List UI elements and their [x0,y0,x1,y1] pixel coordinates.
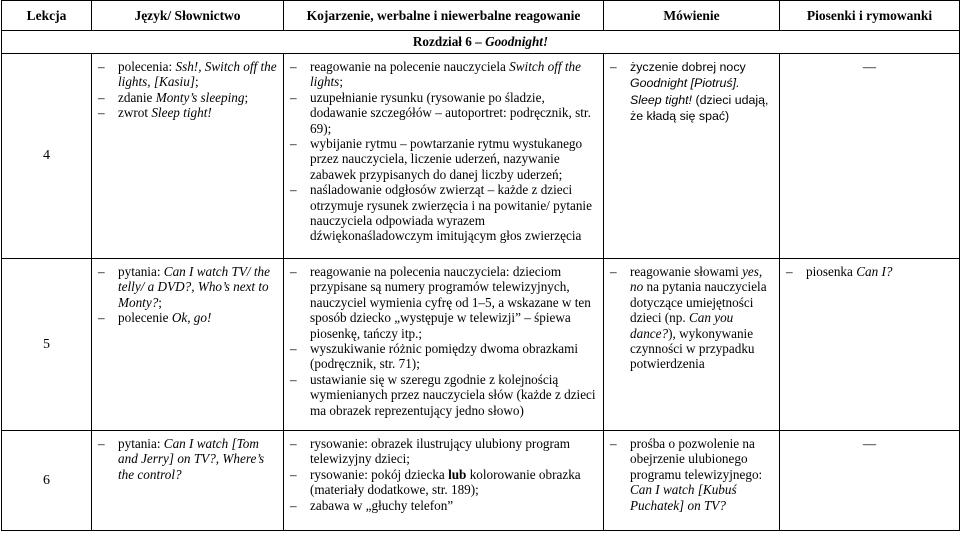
header-lekcja: Lekcja [2,1,92,31]
list-item: – polecenie Ok, go! [98,310,277,325]
piosenki-cell: – – [780,54,960,259]
list-item: – prośba o pozwolenie na obejrzenie ulubionego programu telewizyjnego: Can I watch [Kubuś Puchatek] on TV? [610,436,773,513]
lesson-number: 4 [2,54,92,259]
header-mowienie: Mówienie [604,1,780,31]
header-row [2,1,960,31]
list-item: – wybijanie rytmu – powtarzanie rytmu wystukanego przez nauczyciela, liczenie uderzeń, nazywanie zabawek przypisanych do danej liczby uderzeń; [290,136,597,182]
list-item: – pytania: Can I watch TV/ the telly/ a DVD?, Who’s next to Monty?; [98,264,277,310]
mowienie-cell [604,54,780,259]
list-item: – pytania: Can I watch [Tom and Jerry] on TV?, Where’s the control? [98,436,277,482]
list-item: – reagowanie słowami yes, no na pytania nauczyciela dotyczące umiejętności dzieci (np. Can you dance?), wykonywanie czynności w przypadku potwierdzenia [610,264,773,372]
kojarzenie-cell [284,431,604,531]
lesson-number: 6 [2,431,92,531]
list-item: – ustawianie się w szeregu zgodnie z kolejnością wymienianych przez nauczyciela słów (każde z dzieci ma obrazek reprezentujący jedno słowo) [290,372,597,418]
table-row [2,54,960,259]
list-item: – piosenka Can I? [786,264,953,279]
list-item: – rysowanie: obrazek ilustrujący ulubiony program telewizyjny dzieci; [290,436,597,467]
section-row [2,31,960,54]
kojarzenie-cell [284,259,604,431]
list-item: – życzenie dobrej nocy Goodnight [Piotruś]. Sleep tight! (dzieci udają, że kładą się spać) [610,59,773,125]
piosenki-cell [780,259,960,431]
list-item: – zdanie Monty’s sleeping; [98,90,277,105]
lesson-number: 5 [2,259,92,431]
list-item: – polecenia: Ssh!, Switch off the lights, [Kasiu]; [98,59,277,90]
jezyk-cell [92,54,284,259]
list-item: – reagowanie na polecenie nauczyciela Switch off the lights; [290,59,597,90]
table-row [2,431,960,531]
list-item: – naśladowanie odgłosów zwierząt – każde z dzieci otrzymuje rysunek zwierzęcia i na powitanie/ pytanie nauczyciela odpowiada wyrazem dźwiękonaśladowczym imitującym głos zwierzęcia [290,182,597,244]
kojarzenie-cell [284,54,604,259]
jezyk-cell [92,259,284,431]
header-kojarzenie: Kojarzenie, werbalne i niewerbalne reagowanie [284,1,604,31]
header-jezyk: Język/ Słownictwo [92,1,284,31]
list-item: – zwrot Sleep tight! [98,105,277,120]
list-item: – rysowanie: pokój dziecka lub kolorowanie obrazka (materiały dodatkowe, str. 189); [290,467,597,498]
jezyk-cell [92,431,284,531]
list-item: – zabawa w „głuchy telefon” [290,498,597,513]
header-piosenki: Piosenki i rymowanki [780,1,960,31]
table-row [2,259,960,431]
list-item: – wyszukiwanie różnic pomiędzy dwoma obrazkami (podręcznik, str. 71); [290,341,597,372]
list-item: – uzupełnianie rysunku (rysowanie po śladzie, dodawanie szczegółów – autoportret: podręcznik, str. 69); [290,90,597,136]
lesson-plan-table [1,0,960,531]
section-title: Rozdział 6 – Goodnight! [2,31,960,54]
mowienie-cell [604,431,780,531]
mowienie-cell [604,259,780,431]
piosenki-cell: – – [780,431,960,531]
list-item: – reagowanie na polecenia nauczyciela: dzieciom przypisane są numery programów telewizyjnych, nauczyciel wymienia cyfrę od 1–5, a wskazane w ten sposób dziecko „występuje w telewizji” – śpiewa piosenkę, tańczy itp.; [290,264,597,341]
